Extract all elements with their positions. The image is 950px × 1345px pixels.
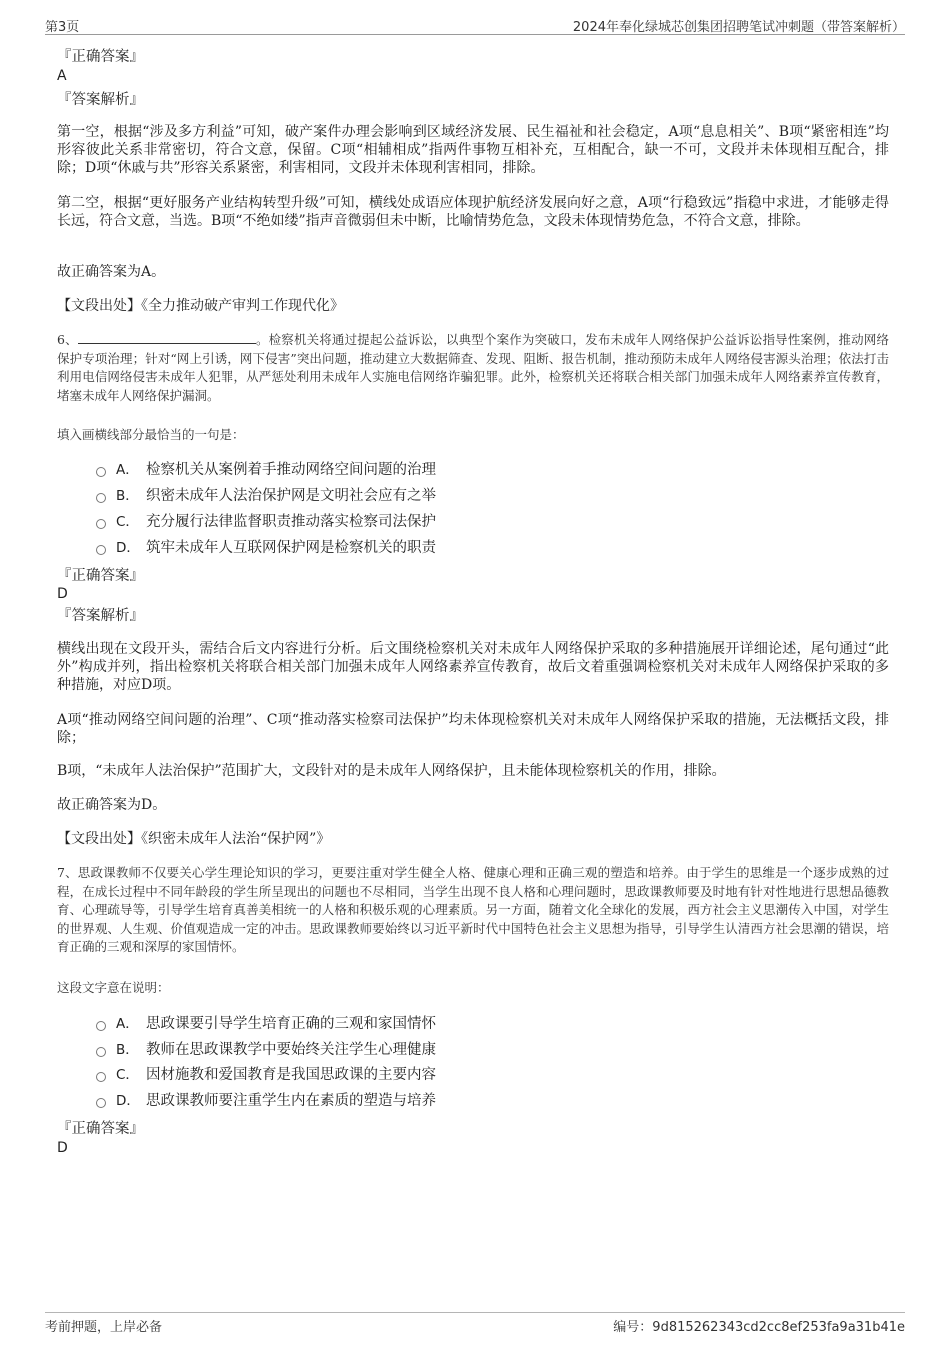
q7-option-d[interactable]: D． 思政课教师要注重学生内在素质的塑造与培养 — [96, 1090, 436, 1112]
q6-stem-text: 。检察机关将通过提起公益诉讼，以典型个案作为突破口，发布未成年人网络保护公益诉讼指导性案例，推动网络保护专项治理；针对“网上引诱，网下侵害”突出问题，推动建立大数据筛查、发现、阻断、报告机制，推动预防未成年人网络侵害源头治理；依法打击利用电信网络侵害未成年人犯罪，从严惩处利用未成年人实施电信网络诈骗犯罪。此外，检察机关还将联合相关部门加强未成年人网络素养宣传教育，堵塞未成年人网络保护漏洞。 — [57, 332, 889, 403]
q6-conclusion: 故正确答案为D。 — [57, 797, 167, 813]
q6-analysis-p3: B项，“未成年人法治保护”范围扩大，文段针对的是未成年人网络保护，且未能体现检察机关的作用，排除。 — [57, 763, 726, 779]
radio-icon[interactable] — [96, 545, 106, 555]
q7-stem: 7、思政课教师不仅要关心学生理论知识的学习，更要注重对学生健全人格、健康心理和正确三观的塑造和培养。由于学生的思维是一个逐步成熟的过程，在成长过程中不同年龄段的学生所呈现出的问题也不尽相同，当学生出现不良人格和心理问题时，思政课教师要及时地有针对性地进行思想品德教育、心理疏导等，引导学生培育真善美相统一的人格和积极乐观的心理素质。另一方面，随着文化全球化的发展，西方社会主义思潮传入中国，对学生的世界观、人生观、价值观造成一定的冲击。思政课教师要始终以习近平新时代中国特色社会主义思想为指导，引导学生认清西方社会思潮的错误，培育正确的三观和深厚的家国情怀。 — [57, 865, 889, 954]
q7-option-a[interactable]: A． 思政课要引导学生培育正确的三观和家国情怀 — [96, 1013, 436, 1035]
q6-prompt: 填入画横线部分最恰当的一句是： — [57, 427, 245, 442]
q7-answer: D — [57, 1140, 68, 1156]
q6-answer: D — [57, 586, 68, 602]
radio-icon[interactable] — [96, 1021, 106, 1031]
q5-source: 【文段出处】《全力推动破产审判工作现代化》 — [57, 298, 344, 314]
page-header — [45, 14, 905, 35]
q5-analysis-p1: 第一空，根据“涉及多方利益”可知，破产案件办理会影响到区域经济发展、民生福祉和社会稳定，A项“息息相关”、B项“紧密相连”均形容彼此关系非常密切，符合文意，保留。C项“相辅相成”指两件事物互相补充，互相配合，缺一不可，文段并未体现相互配合，排除；D项“休戚与共”形容关系紧密，利害相同，文段并未体现利害相同，排除。 — [57, 124, 889, 176]
radio-icon[interactable] — [96, 467, 106, 477]
q6-option-b[interactable]: B． 织密未成年人法治保护网是文明社会应有之举 — [96, 485, 436, 507]
q5-answer: A — [57, 68, 67, 84]
q6-answer-label: 『正确答案』 — [57, 568, 144, 584]
q6-number: 6、 — [57, 332, 78, 347]
q6-analysis-p1: 横线出现在文段开头，需结合后文内容进行分析。后文围绕检察机关对未成年人网络保护采取的多种措施展开详细论述，尾句通过“此外”构成并列，指出检察机关将联合相关部门加强未成年人网络素养宣传教育，故后文着重强调检察机关对未成年人网络保护采取的多种措施，对应D项。 — [57, 641, 889, 693]
q7-option-c[interactable]: C． 因材施教和爱国教育是我国思政课的主要内容 — [96, 1064, 436, 1086]
q6-option-d[interactable]: D． 筑牢未成年人互联网保护网是检察机关的职责 — [96, 537, 436, 559]
q5-answer-label: 『正确答案』 — [57, 49, 144, 65]
q6-analysis-label: 『答案解析』 — [57, 608, 144, 624]
q6-blank — [78, 331, 256, 344]
q5-conclusion: 故正确答案为A。 — [57, 264, 166, 280]
q5-analysis-p2: 第二空，根据“更好服务产业结构转型升级”可知，横线处成语应体现护航经济发展向好之意，A项“行稳致远”指稳中求进，才能够走得长远，符合文意，当选。B项“不绝如缕”指声音微弱但未中断，比喻情势危急，文段未体现情势危急，不符合文意，排除。 — [57, 195, 889, 229]
q6-option-a[interactable]: A． 检察机关从案例着手推动网络空间问题的治理 — [96, 459, 436, 481]
radio-icon[interactable] — [96, 493, 106, 503]
q6-analysis-p2: A项“推动网络空间问题的治理”、C项“推动落实检察司法保护”均未体现检察机关对未成年人网络保护采取的措施，无法概括文段，排除； — [57, 712, 889, 746]
q7-answer-label: 『正确答案』 — [57, 1121, 144, 1137]
page-number: 第3页 — [45, 20, 80, 35]
radio-icon[interactable] — [96, 1072, 106, 1082]
q7-prompt: 这段文字意在说明： — [57, 980, 170, 995]
q7-option-b[interactable]: B． 教师在思政课教学中要始终关注学生心理健康 — [96, 1039, 436, 1061]
document-code: 编号：9d815262343cd2cc8ef253fa9a31b41e — [613, 1320, 905, 1335]
document-title: 2024年奉化绿城芯创集团招聘笔试冲刺题（带答案解析） — [572, 20, 905, 35]
q6-stem — [57, 331, 889, 405]
q6-source: 【文段出处】《织密未成年人法治“保护网”》 — [57, 831, 331, 847]
q5-analysis-label: 『答案解析』 — [57, 92, 144, 108]
page-footer — [45, 1312, 905, 1337]
radio-icon[interactable] — [96, 1098, 106, 1108]
q6-option-c[interactable]: C． 充分履行法律监督职责推动落实检察司法保护 — [96, 511, 436, 533]
radio-icon[interactable] — [96, 519, 106, 529]
footer-slogan: 考前押题，上岸必备 — [45, 1320, 163, 1335]
radio-icon[interactable] — [96, 1047, 106, 1057]
